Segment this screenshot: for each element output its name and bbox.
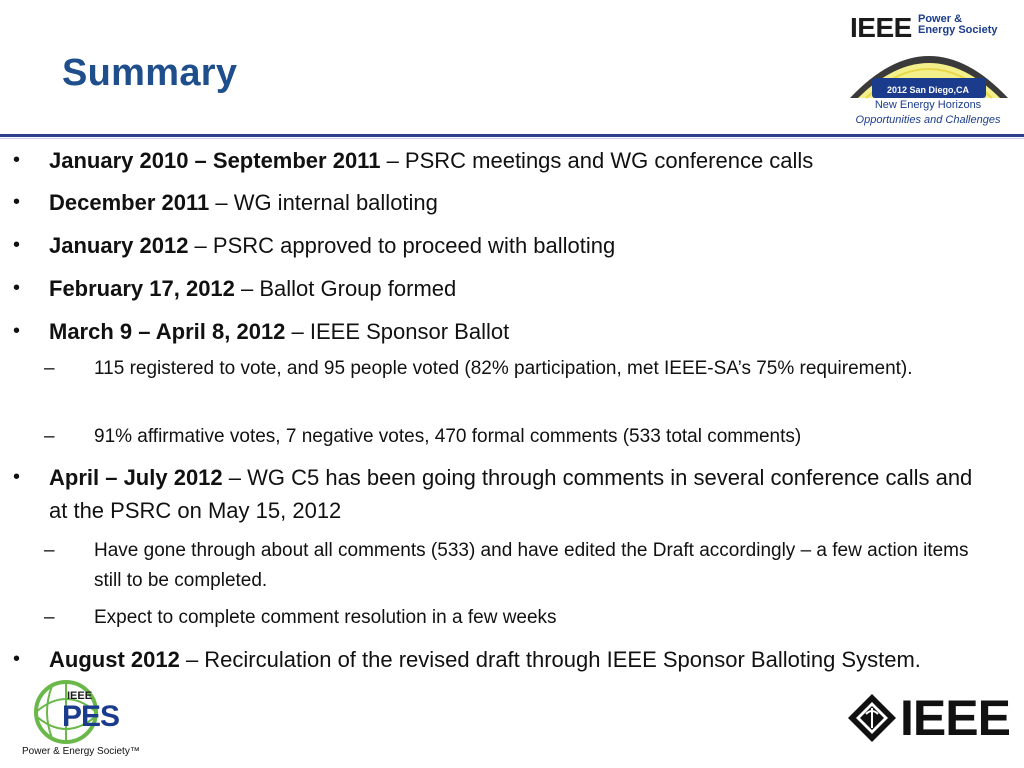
bullet-item <box>13 186 979 219</box>
bullet-date: February 17, 2012 <box>49 276 235 301</box>
pes-logo-tagline: Power & Energy Society™ <box>22 746 140 757</box>
sub-bullet-item <box>44 536 994 596</box>
sub-bullet-text: Have gone through about all comments (533) and have edited the Draft accordingly – a few action items still to be completed. <box>94 540 969 591</box>
sub-bullet-text: 115 registered to vote, and 95 people voted (82% participation, met IEEE-SA’s 75% requirement). <box>94 358 913 379</box>
conference-tagline-2: Opportunities and Challenges <box>855 114 1001 126</box>
bullet-item <box>13 315 979 348</box>
sub-bullet-dash: – <box>44 607 55 628</box>
bullet-text: – IEEE Sponsor Ballot <box>285 319 510 344</box>
sub-bullet-dash: – <box>44 426 55 447</box>
bullet-dot: • <box>13 466 21 488</box>
sub-bullet-text: Expect to complete comment resolution in a few weeks <box>94 607 557 628</box>
society-line-2: Energy Society <box>918 24 998 36</box>
bullet-date: January 2010 – September 2011 <box>49 148 381 173</box>
bullet-item <box>13 461 979 527</box>
bullet-item <box>13 643 979 676</box>
title-divider-shadow <box>0 138 1024 139</box>
conference-logo <box>840 6 1020 130</box>
bullet-date: March 9 – April 8, 2012 <box>49 319 286 344</box>
bullet-date: December 2011 <box>49 190 210 215</box>
sub-bullet-dash: – <box>44 540 55 561</box>
bullet-dot: • <box>13 149 21 171</box>
bullet-dot: • <box>13 320 21 342</box>
sub-bullet-item <box>44 354 994 384</box>
conference-logo-society <box>918 14 1018 36</box>
bullet-date: January 2012 <box>49 233 189 258</box>
ieee-diamond-icon <box>846 692 898 744</box>
pes-logo-ieee: IEEE <box>67 690 93 702</box>
bullet-text: – PSRC approved to proceed with balloting <box>188 233 616 258</box>
bullet-dot: • <box>13 234 21 256</box>
bullet-text: – WG internal balloting <box>209 190 438 215</box>
bullet-date: August 2012 <box>49 647 180 672</box>
society-line-1: Power & <box>918 13 963 25</box>
bullet-text: – WG C5 has been going through comments in several conference calls and at the PSRC on May 15, 2012 <box>49 465 973 523</box>
conference-logo-ieee: IEEE <box>850 12 912 43</box>
conference-tagline-1: New Energy Horizons <box>874 99 982 111</box>
sub-bullet-item <box>44 603 994 633</box>
bullet-item <box>13 272 979 305</box>
ieee-wordmark: IEEE <box>900 690 1010 746</box>
sub-bullet-dash: – <box>44 358 55 379</box>
bullet-text: – PSRC meetings and WG conference calls <box>380 148 814 173</box>
bullet-dot: • <box>13 191 21 213</box>
pes-logo <box>22 672 182 764</box>
sub-bullet-item <box>44 422 994 452</box>
conference-city: 2012 San Diego,CA <box>886 85 970 95</box>
pes-logo-text: PES <box>62 700 120 733</box>
bullet-item <box>13 229 979 262</box>
bullet-dot: • <box>13 648 21 670</box>
sub-bullet-text: 91% affirmative votes, 7 negative votes, 470 formal comments (533 total comments) <box>94 426 802 447</box>
title-divider <box>0 134 1024 137</box>
bullet-text: – Ballot Group formed <box>234 276 457 301</box>
bullet-text: – Recirculation of the revised draft through IEEE Sponsor Balloting System. <box>179 647 921 672</box>
bullet-date: April – July 2012 <box>49 465 223 490</box>
bullet-item <box>13 144 979 177</box>
slide-title: Summary <box>62 52 238 94</box>
ieee-logo <box>846 690 1018 750</box>
bullet-dot: • <box>13 277 21 299</box>
